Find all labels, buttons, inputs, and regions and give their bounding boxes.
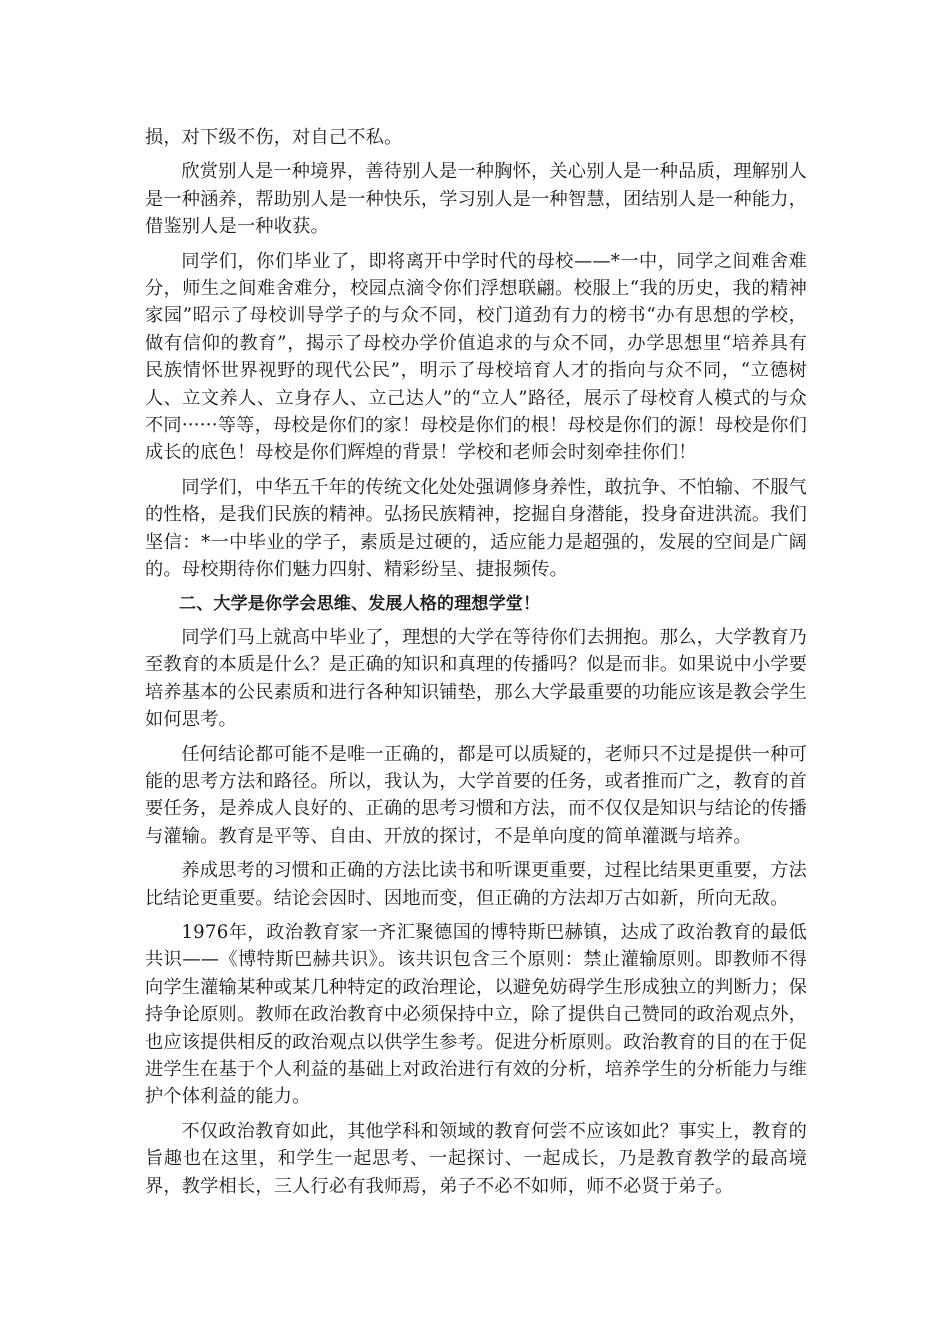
paragraph-other-disciplines: 不仅政治教育如此，其他学科和领域的教育何尝不应该如此？事实上，教育的旨趣也在这里，和学生一起思考、一起探讨、一起成长，乃是教育教学的最高境界，教学相长，三人行必有我师焉，弟子不必不如师，师不必贤于弟子。 [145, 1120, 807, 1197]
paragraph-beutelsbach-consensus: 1976年，政治教育家一齐汇聚德国的博特斯巴赫镇，达成了政治教育的最低共识——《博特斯巴赫共识》。该共识包含三个原则：禁止灌输原则。即教师不得向学生灌输某种或某几种特定的政治理论，以避免妨碍学生形成独立的判断力；保持争论原则。教师在政治教育中必须保持中立，除了提供自己赞同的政治观点外，也应该提供相反的政治观点以供学生参考。促进分析原则。政治教育的目的在于促进学生在基于个人利益的基础上对政治进行有效的分析，培养学生的分析能力与维护个体利益的能力。 [145, 921, 807, 1108]
paragraph-alma-mater: 同学们，你们毕业了，即将离开中学时代的母校——*一中，同学之间难舍难分，师生之间难舍难分，校园点滴令你们浮想联翩。校服上“我的历史，我的精神家园”昭示了母校训导学子的与众不同，校门道劲有力的榜书“办有思想的学校，做有信仰的教育”，揭示了母校办学价值追求的与众不同，办学思想里“培养具有民族情怀世界视野的现代公民”，明示了母校培育人才的指向与众不同，“立德树人、立文养人、立身存人、立己达人”的“立人”路径，展示了母校育人模式的与众不同······等等，母校是你们的家！母校是你们的根！母校是你们的源！母校是你们成长的底色！母校是你们辉煌的背景！学校和老师会时刻牵挂你们！ [145, 250, 807, 464]
paragraph-thinking-habits: 养成思考的习惯和正确的方法比读书和听课更重要，过程比结果更重要，方法比结论更重要。结论会因时、因地而变，但正确的方法却万古如新，所向无敌。 [145, 860, 807, 909]
paragraph-national-spirit: 同学们，中华五千年的传统文化处处强调修身养性，敢抗争、不怕输、不服气的性格，是我们民族的精神。弘扬民族精神，挖掘自身潜能，投身奋进洪流。我们坚信：*一中毕业的学子，素质是过硬的，适应能力是超强的，发展的空间是广阔的。母校期待你们魅力四射、精彩纷呈、捷报频传。 [145, 476, 807, 581]
paragraph-continuation: 损，对下级不伤，对自己不私。 [145, 127, 403, 148]
section-heading: 二、大学是你学会思维、发展人格的理想学堂！ [179, 593, 541, 614]
document-page [145, 124, 807, 1207]
paragraph-appreciation: 欣赏别人是一种境界，善待别人是一种胸怀，关心别人是一种品质，理解别人是一种涵养，帮助别人是一种快乐，学习别人是一种智慧，团结别人是一种能力，借鉴别人是一种收获。 [145, 161, 807, 238]
paragraph-university-purpose: 同学们马上就高中毕业了，理想的大学在等待你们去拥抱。那么，大学教育乃至教育的本质是什么？是正确的知识和真理的传播吗？似是而非。如果说中小学要培养基本的公民素质和进行各种知识铺垫，那么大学最重要的功能应该是教会学生如何思考。 [145, 626, 807, 731]
paragraph-conclusions: 任何结论都可能不是唯一正确的，都是可以质疑的，老师只不过是提供一种可能的思考方法和路径。所以，我认为，大学首要的任务，或者推而广之，教育的首要任务，是养成人良好的、正确的思考习惯和方法，而不仅仅是知识与结论的传播与灌输。教育是平等、自由、开放的探讨，不是单向度的简单灌溉与培养。 [145, 743, 807, 847]
